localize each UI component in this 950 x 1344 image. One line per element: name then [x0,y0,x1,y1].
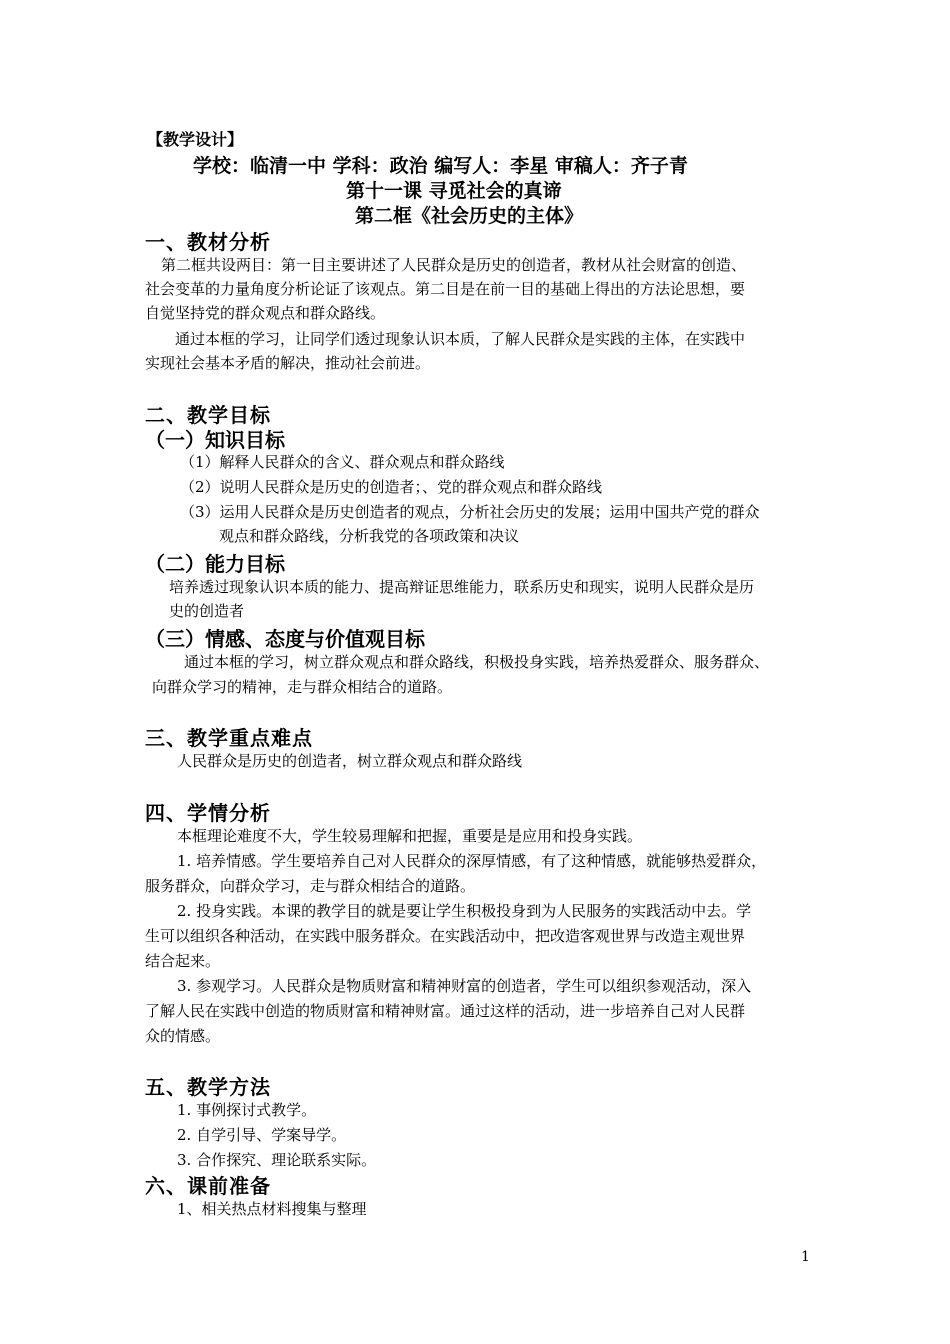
paragraph-line: 3. 参观学习。人民群众是物质财富和精神财富的创造者，学生可以组织参观活动，深入 [177,977,752,995]
subheading-ability-objectives: （二）能力目标 [145,552,285,576]
paragraph-line: 众的情感。 [145,1027,221,1045]
paragraph-line: 社会变革的力量角度分析论证了该观点。第二目是在前一目的基础上得出的方法论思想，要 [145,280,746,298]
doc-label: 【教学设计】 [147,130,244,149]
paragraph-line: 2. 投身实践。本课的教学目的就是要让学生积极投身到为人民服务的实践活动中去。学 [177,902,752,920]
section-heading-teaching-objectives: 二、教学目标 [145,403,271,427]
paragraph-line: 人民群众是历史的创造者，树立群众观点和群众路线 [177,752,523,770]
list-item: （3）运用人民群众是历史创造者的观点，分析社会历史的发展；运用中国共产党的群众 [180,503,760,521]
list-item: 1. 事例探讨式教学。 [177,1101,317,1119]
meta-line: 学校：临清一中 学科：政治 编写人：李星 审稿人：齐子青 [193,155,688,177]
list-item-continued: 观点和群众路线，分析我党的各项政策和决议 [219,527,520,545]
page-number: 1 [801,1249,810,1265]
paragraph-line: 史的创造者 [169,602,245,620]
paragraph-line: 通过本框的学习，让同学们透过现象认识本质，了解人民群众是实践的主体，在实践中 [175,330,746,348]
list-item: 2. 自学引导、学案导学。 [177,1126,347,1144]
paragraph-line: 第二框共设两目：第一目主要讲述了人民群众是历史的创造者，教材从社会财富的创造、 [161,256,747,274]
section-heading-key-points: 三、教学重点难点 [145,726,313,750]
paragraph-line: 自觉坚持党的群众观点和群众路线。 [145,304,386,322]
paragraph-line: 结合起来。 [145,952,221,970]
section-heading-preparation: 六、课前准备 [145,1174,271,1198]
paragraph-line: 实现社会基本矛盾的解决，推动社会前进。 [145,354,431,372]
paragraph-line: 1. 培养情感。学生要培养自己对人民群众的深厚情感，有了这种情感，就能够热爱群众， [177,852,767,870]
list-item: 3. 合作探究、理论联系实际。 [177,1151,377,1169]
subheading-knowledge-objectives: （一）知识目标 [145,428,285,452]
paragraph-line: 服务群众，向群众学习，走与群众相结合的道路。 [145,877,476,895]
paragraph-line: 通过本框的学习，树立群众观点和群众路线，积极投身实践，培养热爱群众、服务群众、 [184,653,770,671]
section-heading-textbook-analysis: 一、教材分析 [145,230,271,254]
list-item: 1、相关热点材料搜集与整理 [177,1200,367,1218]
paragraph-line: 了解人民在实践中创造的物质财富和精神财富。通过这样的活动，进一步培养自己对人民群 [145,1002,746,1020]
section-heading-teaching-methods: 五、教学方法 [145,1075,271,1099]
lesson-title: 第十一课 寻觅社会的真谛 [346,180,562,202]
list-item: （2）说明人民群众是历史的创造者；、党的群众观点和群众路线 [180,478,603,496]
frame-title: 第二框《社会历史的主体》 [355,205,584,227]
paragraph-line: 向群众学习的精神，走与群众相结合的道路。 [152,678,453,696]
paragraph-line: 本框理论难度不大，学生较易理解和把握，重要是是应用和投身实践。 [177,827,643,845]
subheading-emotion-objectives: （三）情感、态度与价值观目标 [145,627,425,651]
section-heading-student-analysis: 四、学情分析 [145,801,271,825]
paragraph-line: 生可以组织各种活动，在实践中服务群众。在实践活动中，把改造客观世界与改造主观世界 [145,927,746,945]
paragraph-line: 培养透过现象认识本质的能力、提高辩证思维能力，联系历史和现实，说明人民群众是历 [169,578,755,596]
list-item: （1）解释人民群众的含义、群众观点和群众路线 [180,453,505,471]
